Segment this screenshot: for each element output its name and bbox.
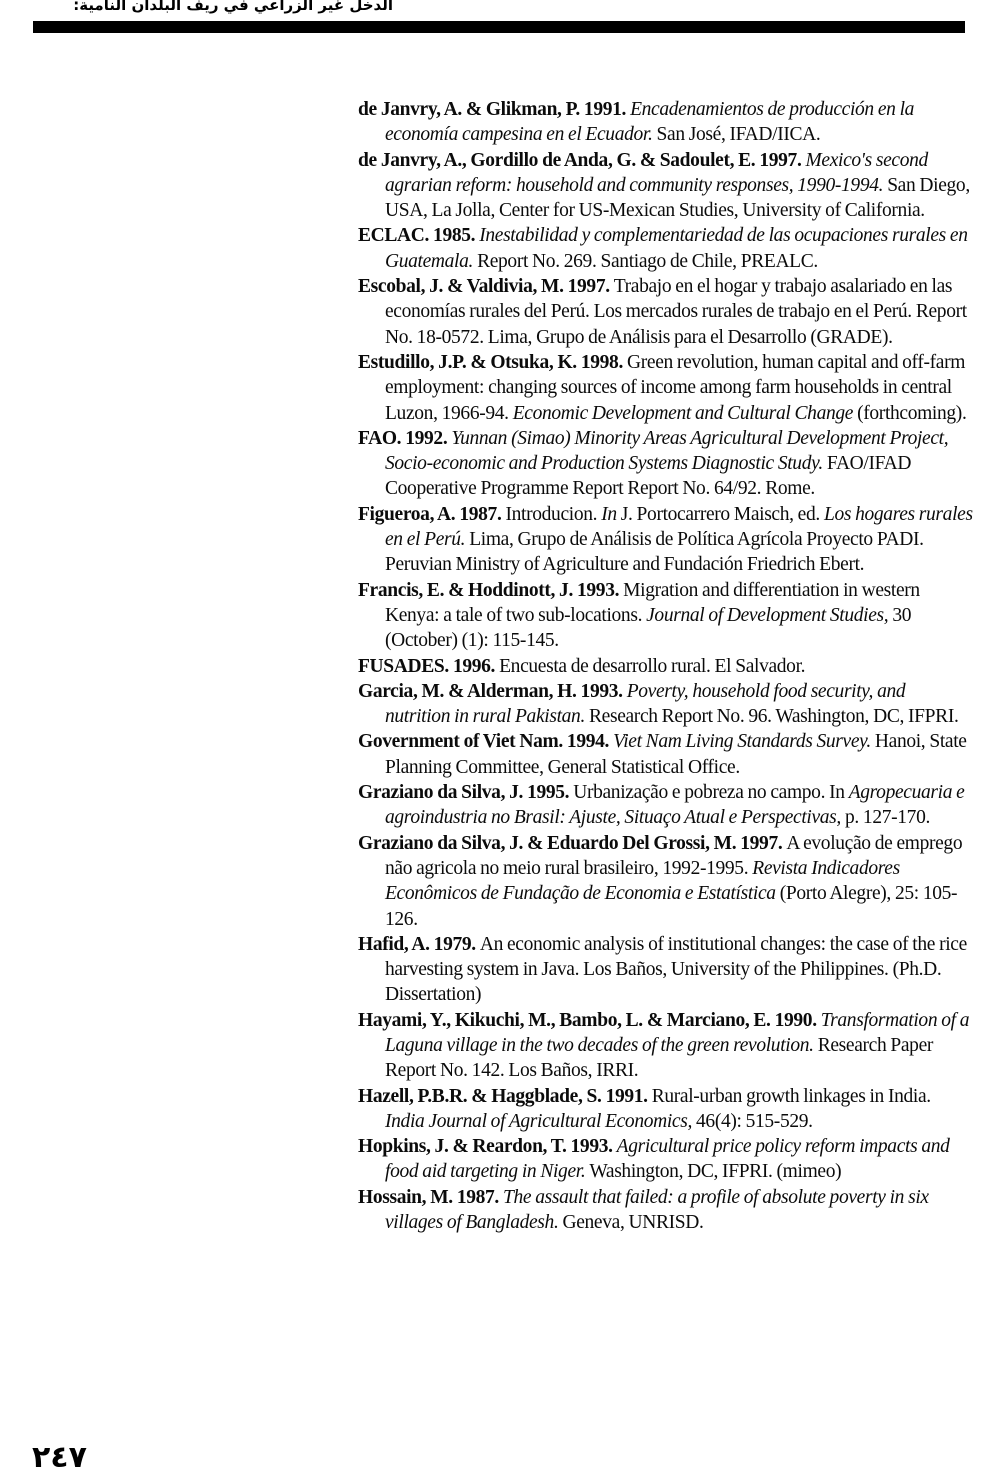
reference-text-run: 30 (October) (1): 115-145. xyxy=(385,604,912,652)
reference-text-run: Agropecuaria e agroindustria no Brasil: Ajuste, Situaço Atual e Perspectivas, xyxy=(385,782,965,829)
reference-text-run: Agricultural price policy reform impacts and food aid targeting in Niger. xyxy=(385,1136,950,1183)
reference-text-run: Hayami, Y., Kikuchi, M., Bambo, L. & Marciano, E. 1990. xyxy=(358,1009,821,1031)
reference-text-run: Journal of Development Studies, xyxy=(646,604,893,626)
reference-text-run: Francis, E. & Hoddinott, J. 1993. xyxy=(358,579,624,601)
reference-text-run: In xyxy=(601,503,621,525)
reference-text-run: India Journal of Agricultural Economics, xyxy=(385,1110,697,1132)
reference-entry xyxy=(358,274,974,350)
reference-text-run: Rural-urban growth linkages in India. xyxy=(651,1085,931,1107)
reference-entry xyxy=(358,831,974,932)
reference-text-run: Migration and differentiation in western Kenya: a tale of two sub-locations. xyxy=(385,579,920,626)
reference-text-run: Graziano da Silva, J. 1995. xyxy=(358,782,574,804)
reference-text-run: (Porto Alegre), 25: 105-126. xyxy=(385,883,958,930)
reference-text-run: Estudillo, J.P. & Otsuka, K. 1998. xyxy=(358,351,628,373)
reference-text-run: Washington, DC, IFPRI. (mimeo) xyxy=(589,1161,842,1183)
reference-entry xyxy=(358,1134,974,1185)
reference-text-run: 46(4): 515-529. xyxy=(696,1110,813,1132)
page-number-arabic: ٢٤٧ xyxy=(32,1440,87,1475)
reference-text-run: Viet Nam Living Standards Survey. xyxy=(613,731,875,753)
reference-entry xyxy=(358,350,974,426)
reference-text-run: Trabajo en el hogar y trabajo asalariado en las economías rurales del Perú. Los mercados rurales de trabajo en el Perú. Report No. 18-0572. Lima, Grupo de Análisis para el Desarrollo (GRADE). xyxy=(385,276,967,348)
reference-text-run: Figueroa, A. 1987. xyxy=(358,503,506,525)
reference-text-run: Yunnan (Simao) Minority Areas Agricultural Development Project, Socio-economic and Production Systems Diagnostic Study. xyxy=(385,427,949,475)
reference-entry xyxy=(358,223,974,274)
reference-text-run: FAO/IFAD Cooperative Programme Report Report No. 64/92. Rome. xyxy=(385,453,912,500)
reference-text-run: Urbanização e pobreza no campo. In xyxy=(573,782,849,804)
reference-text-run: Garcia, M. & Alderman, H. 1993. xyxy=(358,680,627,702)
reference-entry xyxy=(358,97,974,148)
reference-text-run: San Diego, USA, La Jolla, Center for US-Mexican Studies, University of California. xyxy=(385,174,970,222)
reference-entry xyxy=(358,148,974,224)
reference-text-run: Geneva, UNRISD. xyxy=(562,1212,704,1234)
reference-text-run: Government of Viet Nam. 1994. xyxy=(358,731,614,753)
reference-text-run: The assault that failed: a profile of absolute poverty in six villages of Bangladesh. xyxy=(385,1186,929,1234)
reference-entry xyxy=(358,426,974,502)
reference-text-run: Hafid, A. 1979. xyxy=(358,933,480,955)
reference-text-run: An economic analysis of institutional changes: the case of the rice harvesting system in Java. Los Baños, University of the Philippines. (Ph.D. Dissertation) xyxy=(385,933,967,1006)
reference-text-run: Research Report No. 96. Washington, DC, IFPRI. xyxy=(589,706,959,728)
reference-text-run: FUSADES. 1996. xyxy=(358,655,500,677)
reference-text-run: FAO. 1992. xyxy=(358,427,452,449)
reference-text-run: ECLAC. 1985. xyxy=(358,225,480,247)
reference-text-run: J. Portocarrero Maisch, ed. xyxy=(620,503,824,525)
reference-text-run: Hopkins, J. & Reardon, T. 1993. xyxy=(358,1136,617,1158)
reference-text-run: Mexico's second agrarian reform: household and community responses, 1990-1994. xyxy=(385,149,928,196)
references-list xyxy=(358,97,974,1235)
reference-text-run: Revista Indicadores Econômicos de Fundação de Economia e Estatística xyxy=(385,857,900,905)
reference-entry xyxy=(358,932,974,1008)
reference-text-run: Graziano da Silva, J. & Eduardo Del Grossi, M. 1997. xyxy=(358,832,787,854)
reference-text-run: Economic Development and Cultural Change xyxy=(512,402,858,424)
arabic-running-head: الدخل غير الزراعي في ريف البلدان النامية: xyxy=(73,0,393,14)
reference-entry xyxy=(358,654,974,679)
reference-text-run: Los hogares rurales en el Perú. xyxy=(385,503,973,551)
reference-text-run: Inestabilidad y complementariedad de las ocupaciones rurales en Guatemala. xyxy=(385,225,968,272)
reference-text-run: Report No. 269. Santiago de Chile, PREALC. xyxy=(477,250,818,272)
reference-text-run: Hazell, P.B.R. & Haggblade, S. 1991. xyxy=(358,1085,652,1107)
reference-entry xyxy=(358,578,974,654)
reference-text-run: de Janvry, A., Gordillo de Anda, G. & Sadoulet, E. 1997. xyxy=(358,149,806,171)
reference-entry xyxy=(358,780,974,831)
reference-entry xyxy=(358,1185,974,1236)
reference-text-run: San José, IFAD/IICA. xyxy=(656,124,821,146)
reference-text-run: Transformation of a Laguna village in the two decades of the green revolution. xyxy=(385,1009,970,1056)
reference-text-run: (forthcoming). xyxy=(857,402,967,424)
reference-text-run: p. 127-170. xyxy=(844,807,931,829)
reference-entry xyxy=(358,729,974,780)
header-rule xyxy=(33,21,965,33)
reference-text-run: A evolução de emprego não agricola no meio rural brasileiro, 1992-1995. xyxy=(385,832,963,879)
reference-text-run: Poverty, household food security, and nutrition in rural Pakistan. xyxy=(385,680,906,728)
reference-text-run: Research Paper Report No. 142. Los Baños, IRRI. xyxy=(385,1034,934,1082)
reference-entry xyxy=(358,1008,974,1084)
reference-text-run: Encuesta de desarrollo rural. El Salvador. xyxy=(499,655,806,677)
reference-text-run: Lima, Grupo de Análisis de Política Agrícola Proyecto PADI. Peruvian Ministry of Agriculture and Fundación Friedrich Ebert. xyxy=(385,529,924,576)
reference-text-run: Introducion. xyxy=(505,503,602,525)
reference-entry xyxy=(358,1084,974,1135)
reference-entry xyxy=(358,502,974,578)
reference-text-run: Encadenamientos de producción en la economía campesina en el Ecuador. xyxy=(385,99,915,146)
reference-text-run: Green revolution, human capital and off-farm employment: changing sources of income among farm households in central Luzon, 1966-94. xyxy=(385,351,966,424)
reference-text-run: Hanoi, State Planning Committee, General Statistical Office. xyxy=(385,731,967,778)
reference-text-run: Hossain, M. 1987. xyxy=(358,1186,503,1208)
reference-entry xyxy=(358,679,974,730)
reference-text-run: Escobal, J. & Valdivia, M. 1997. xyxy=(358,276,614,298)
reference-text-run: de Janvry, A. & Glikman, P. 1991. xyxy=(358,99,631,120)
